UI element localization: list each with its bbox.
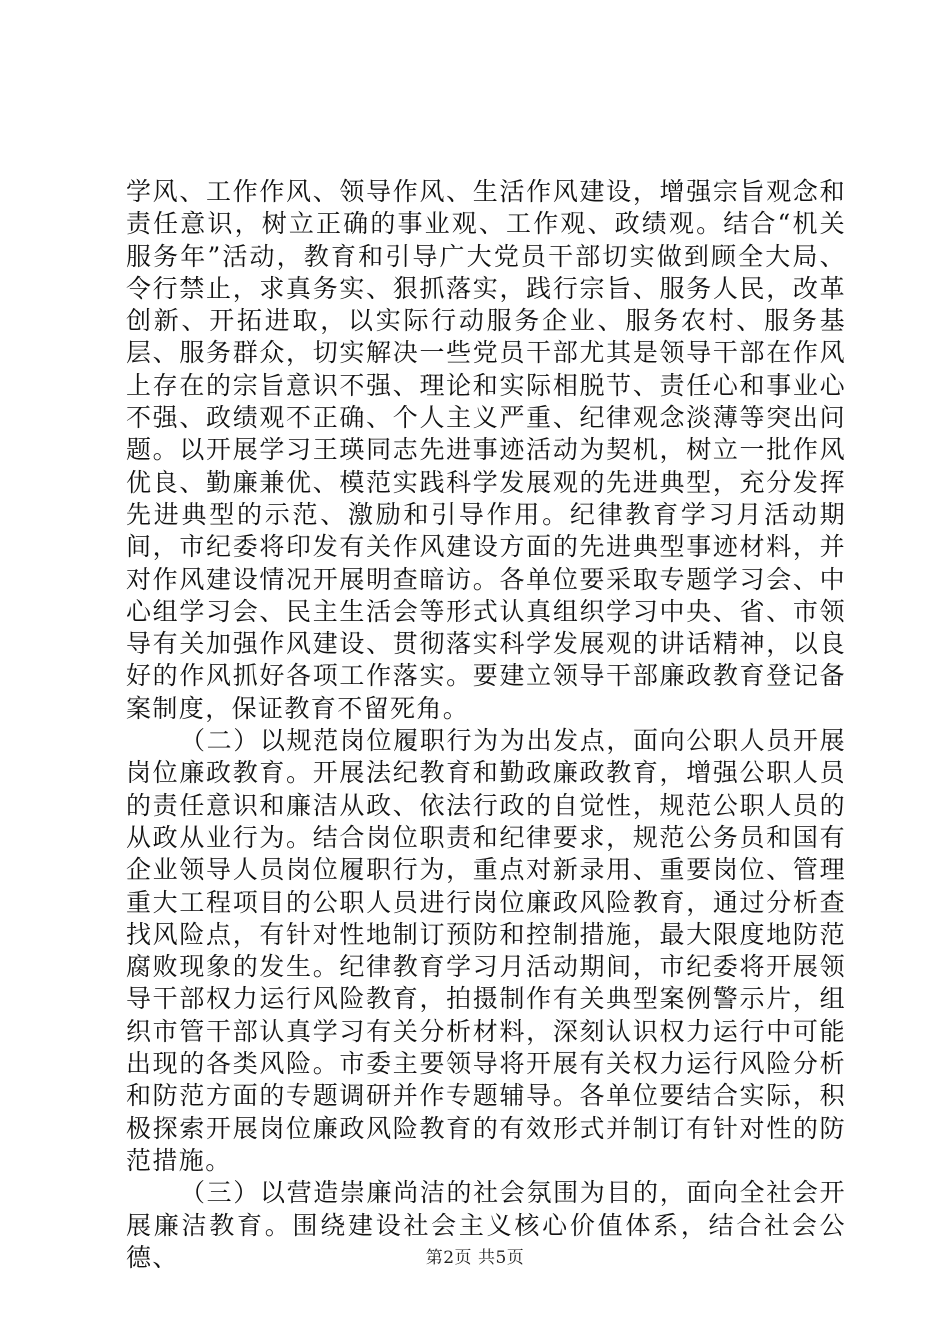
paragraph-section-two: （二）以规范岗位履职行为为出发点，面向公职人员开展岗位廉政教育。开展法纪教育和勤政廉政教育，增强公职人员的责任意识和廉洁从政、依法行政的自觉性，规范公职人员的从政从业行为。结合岗位职责和纪律要求，规范公务员和国有企业领导人员岗位履职行为，重点对新录用、重要岗位、管理重大工程项目的公职人员进行岗位廉政风险教育，通过分析查找风险点，有针对性地制订预防和控制措施，最大限度地防范腐败现象的发生。纪律教育学习月活动期间，市纪委将开展领导干部权力运行风险教育，拍摄制作有关典型案例警示片，组织市管干部认真学习有关分析材料，深刻认识权力运行中可能出现的各类风险。市委主要领导将开展有关权力运行风险分析和防范方面的专题调研并作专题辅导。各单位要结合实际，积极探索开展岗位廉政风险教育的有效形式并制订有针对性的防范措施。: [126, 726, 846, 1175]
page-number-footer: 第2页 共5页: [425, 1248, 525, 1268]
paragraph-section-three: （三）以营造崇廉尚洁的社会氛围为目的，面向全社会开展廉洁教育。围绕建设社会主义核心价值体系，结合社会公德、: [126, 1178, 846, 1272]
paragraph-continuation: 学风、工作作风、领导作风、生活作风建设，增强宗旨观念和责任意识，树立正确的事业观、工作观、政绩观。结合“机关服务年”活动，教育和引导广大党员干部切实做到顾全大局、令行禁止，求真务实、狠抓落实，践行宗旨、服务人民，改革创新、开拓进取，以实际行动服务企业、服务农村、服务基层、服务群众，切实解决一些党员干部尤其是领导干部在作风上存在的宗旨意识不强、理论和实际相脱节、责任心和事业心不强、政绩观不正确、个人主义严重、纪律观念淡薄等突出问题。以开展学习王瑛同志先进事迹活动为契机，树立一批作风优良、勤廉兼优、模范实践科学发展观的先进典型，充分发挥先进典型的示范、激励和引导作用。纪律教育学习月活动期间，市纪委将印发有关作风建设方面的先进典型事迹材料，并对作风建设情况开展明查暗访。各单位要采取专题学习会、中心组学习会、民主生活会等形式认真组织学习中央、省、市领导有关加强作风建设、贯彻落实科学发展观的讲话精神，以良好的作风抓好各项工作落实。要建立领导干部廉政教育登记备案制度，保证教育不留死角。: [126, 177, 846, 723]
document-body: [126, 176, 846, 1274]
